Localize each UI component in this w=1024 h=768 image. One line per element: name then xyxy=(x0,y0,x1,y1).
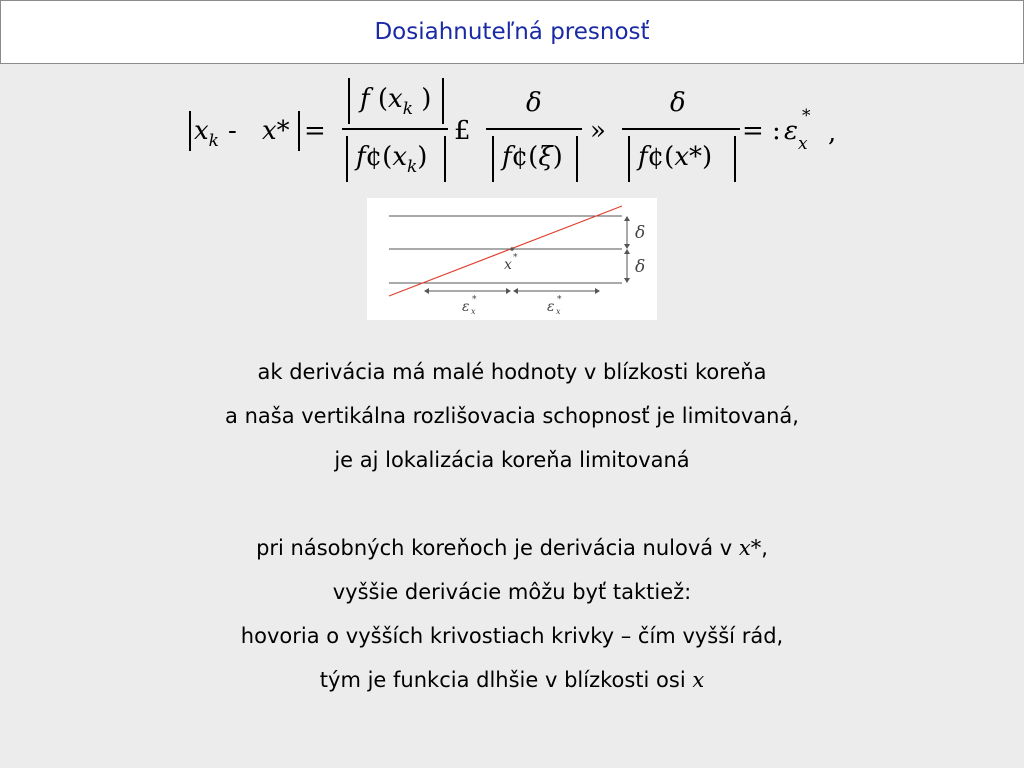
delta-bottom-arrowhead-down xyxy=(624,278,630,283)
frac1-num: f ($x_k$ ) xyxy=(360,84,432,119)
equals-sign: = xyxy=(304,116,326,146)
frac2-line xyxy=(486,128,582,130)
lhs-root-var: x* xyxy=(262,116,290,146)
para2-line4-text: tým je funkcia dlhšie v blízkosti osi xyxy=(319,668,693,692)
eps-right-arrowhead-left xyxy=(513,288,518,294)
delta-bottom-label: δ xyxy=(635,257,646,277)
paragraph-derivative-small xyxy=(0,350,1024,482)
para2-line1-var: x* xyxy=(738,536,762,560)
frac1-den-bar-right xyxy=(444,136,446,182)
slide-title: Dosiahnuteľná presnosť xyxy=(374,19,650,45)
paragraph-multiple-roots xyxy=(0,526,1024,702)
eps-right-sub: x xyxy=(556,307,561,316)
trailing-comma: , xyxy=(828,118,837,148)
para2-line4-var: x xyxy=(692,668,705,692)
approx-sign: » xyxy=(590,116,606,146)
epsilon-sub: x xyxy=(797,134,808,154)
epsilon-sup: * xyxy=(802,106,811,126)
defeq-sign: = : xyxy=(742,116,781,146)
minus-sign: - xyxy=(228,116,237,146)
eps-right-sup: * xyxy=(557,295,562,305)
para2-line3: hovoria o vyšších krivostiach krivky – čím vyšší rád, xyxy=(240,624,784,648)
abs-bar-right xyxy=(298,111,300,151)
para1-line2: a naša vertikálna rozlišovacia schopnosť je limitovaná, xyxy=(225,404,799,428)
root-point xyxy=(510,247,514,251)
error-estimate-formula xyxy=(180,76,860,196)
delta-bottom-arrowhead-up xyxy=(624,249,630,254)
frac1-line xyxy=(342,128,448,130)
frac3-den-bar-left xyxy=(628,136,630,182)
frac1-num-bar-right xyxy=(442,78,444,124)
delta-top-arrowhead-down xyxy=(624,244,630,249)
para2-line1-text: pri násobných koreňoch je derivácia nulová v xyxy=(256,536,739,560)
para2-line2: vyššie derivácie môžu byť taktiež: xyxy=(332,580,692,604)
frac2-den-bar-left xyxy=(492,136,494,182)
leq-sign: £ xyxy=(454,116,471,146)
eps-left-arrowhead-left xyxy=(424,288,429,294)
para1-line1: ak derivácia má malé hodnoty v blízkosti koreňa xyxy=(257,360,767,384)
epsilon-symbol: ε * $_x$ xyxy=(784,106,811,154)
frac1-den: $f¢(x_k)$ xyxy=(356,142,428,177)
root-label-sup: * xyxy=(513,253,518,263)
root-label: x xyxy=(504,257,512,273)
frac1-den-bar-left xyxy=(346,136,348,182)
eps-left-label: ε xyxy=(462,299,470,315)
delta-top-arrowhead-up xyxy=(624,216,630,221)
frac1-num-bar-left xyxy=(348,78,350,124)
frac2-den-bar-right xyxy=(576,136,578,182)
lhs-sub: k xyxy=(208,131,219,151)
delta-top-label: δ xyxy=(635,223,646,243)
eps-left-sup: * xyxy=(472,295,477,305)
lhs-var: $x_k$ xyxy=(194,116,219,151)
eps-left-sub: x xyxy=(471,307,476,316)
frac3-den: f¢(x*) xyxy=(638,142,713,172)
slide-header xyxy=(0,0,1024,64)
frac3-den-bar-right xyxy=(734,136,736,182)
para1-line3: je aj lokalizácia koreňa limitovaná xyxy=(334,448,690,472)
eps-right-label: ε xyxy=(547,299,555,315)
para2-line1-end: , xyxy=(761,536,768,560)
frac3-num: δ xyxy=(670,88,686,118)
figure-svg xyxy=(367,198,657,320)
root-uncertainty-figure xyxy=(367,198,657,320)
eps-right-arrowhead-right xyxy=(595,288,600,294)
eps-left-arrowhead-right xyxy=(506,288,511,294)
para2-line4 xyxy=(0,658,1024,702)
frac2-num: δ xyxy=(526,88,542,118)
frac2-den: f¢(ξ) xyxy=(502,142,563,172)
frac3-line xyxy=(622,128,740,130)
para2-line1 xyxy=(0,526,1024,570)
abs-bar-left xyxy=(189,111,191,151)
